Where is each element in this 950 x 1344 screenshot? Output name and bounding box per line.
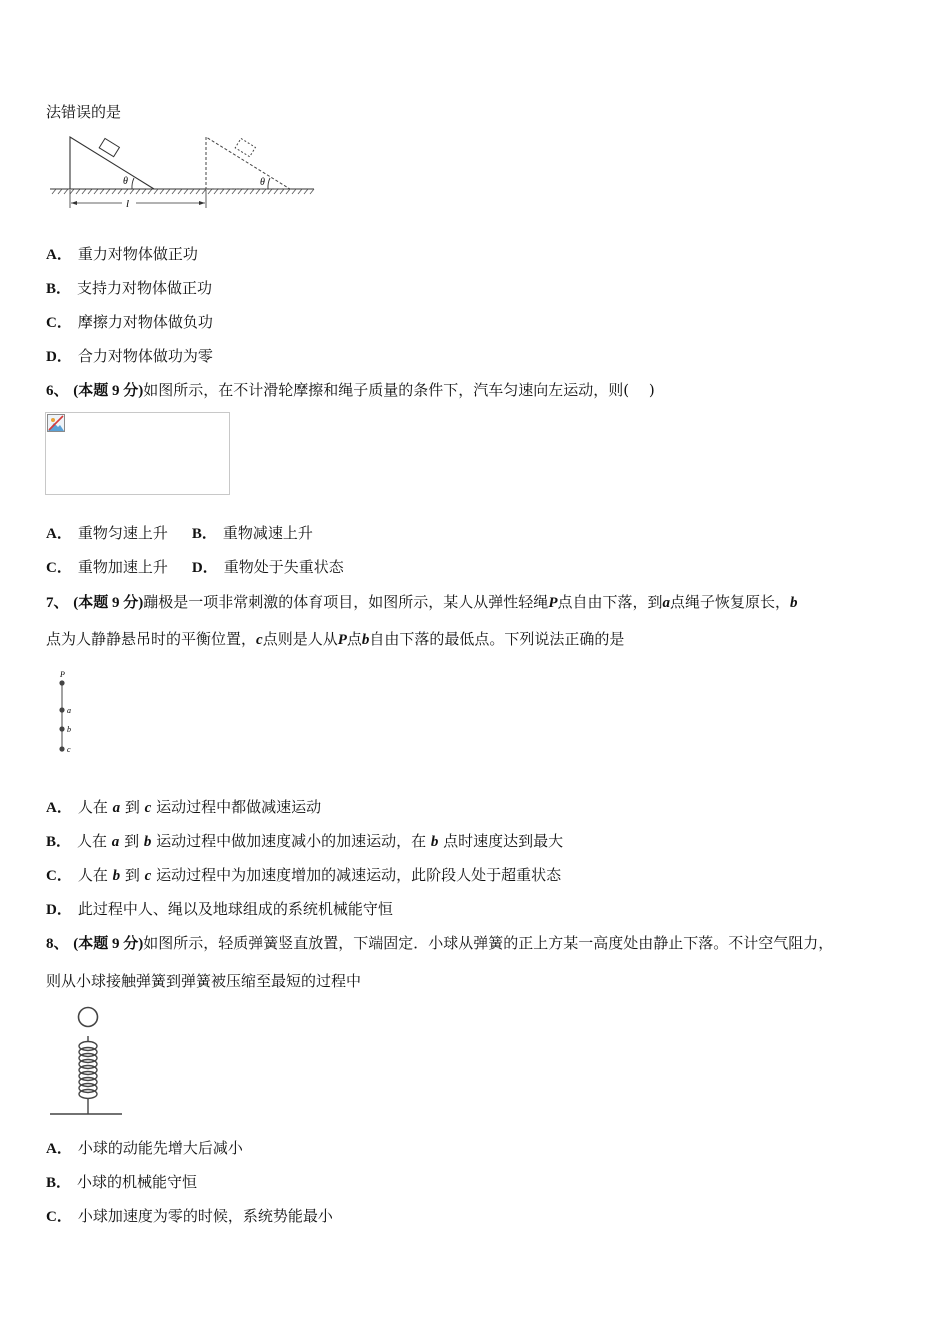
q5-option-b[interactable]: B． 支持力对物体做正功 xyxy=(46,279,213,297)
label-a: a xyxy=(67,706,71,715)
theta-label-2: θ xyxy=(260,177,265,188)
q6-option-a[interactable]: A． 重物匀速上升 xyxy=(46,524,168,542)
q6-stem: 6、 (本题 9 分)如图所示，在不计滑轮摩擦和绳子质量的条件下，汽车匀速向左运动，则( ) xyxy=(46,381,655,399)
broken-image-placeholder xyxy=(45,412,230,495)
q5-option-d[interactable]: D． 合力对物体做功为零 xyxy=(46,347,213,365)
q6-option-d[interactable]: D． 重物处于失重状态 xyxy=(191,558,344,576)
broken-image-icon xyxy=(47,414,65,432)
q8-option-b[interactable]: B． 小球的机械能守恒 xyxy=(46,1173,198,1191)
label-c: c xyxy=(67,745,71,754)
question-text-tail: 法错误的是 xyxy=(46,103,122,121)
ground-hatch xyxy=(52,189,314,194)
spring-ball-figure xyxy=(48,1004,126,1118)
label-b: b xyxy=(67,725,71,734)
q7-option-d[interactable]: D． 此过程中人、绳以及地球组成的系统机械能守恒 xyxy=(46,900,393,918)
q5-option-a[interactable]: A． 重力对物体做正功 xyxy=(46,245,198,263)
q8-option-c[interactable]: C． 小球加速度为零的时候，系统势能最小 xyxy=(46,1207,333,1225)
label-p: P xyxy=(60,670,65,679)
q7-option-a[interactable]: A． 人在 a 到 c 运动过程中都做减速运动 xyxy=(46,798,322,816)
length-label: l xyxy=(126,198,130,210)
q7-stem-line-1: 7、 (本题 9 分)蹦极是一项非常刺激的体育项目，如图所示，某人从弹性轻绳P点自由下落，到a点绳子恢复原长，b xyxy=(46,593,798,611)
block xyxy=(99,138,119,156)
q8-stem-line-1: 8、 (本题 9 分)如图所示，轻质弹簧竖直放置，下端固定．小球从弹簧的正上方某一高度处由静止下落。不计空气阻力， xyxy=(46,934,834,952)
block-dashed xyxy=(235,138,255,156)
q6-options-row-1 xyxy=(46,523,313,544)
bungee-figure xyxy=(54,666,82,756)
q6-option-b[interactable]: B． 重物减速上升 xyxy=(191,524,313,542)
q7-option-c[interactable]: C． 人在 b 到 c 运动过程中为加速度增加的减速运动，此阶段人处于超重状态 xyxy=(46,866,562,884)
spring xyxy=(79,1036,97,1114)
q7-option-b[interactable]: B． 人在 a 到 b 运动过程中做加速度减小的加速运动，在 b 点时速度达到最大 xyxy=(46,832,564,850)
ball xyxy=(79,1008,98,1027)
q5-option-c[interactable]: C． 摩擦力对物体做负功 xyxy=(46,313,213,331)
q6-options-row-2 xyxy=(46,557,344,578)
q6-option-c[interactable]: C． 重物加速上升 xyxy=(46,558,168,576)
q8-stem-line-2: 则从小球接触弹簧到弹簧被压缩至最短的过程中 xyxy=(46,972,362,990)
q8-option-a[interactable]: A． 小球的动能先增大后减小 xyxy=(46,1139,243,1157)
theta-label: θ xyxy=(123,176,128,187)
q7-stem-line-2: 点为人静静悬吊时的平衡位置，c点则是人从P点b自由下落的最低点。下列说法正确的是 xyxy=(46,630,625,648)
incline-figure xyxy=(46,132,318,212)
